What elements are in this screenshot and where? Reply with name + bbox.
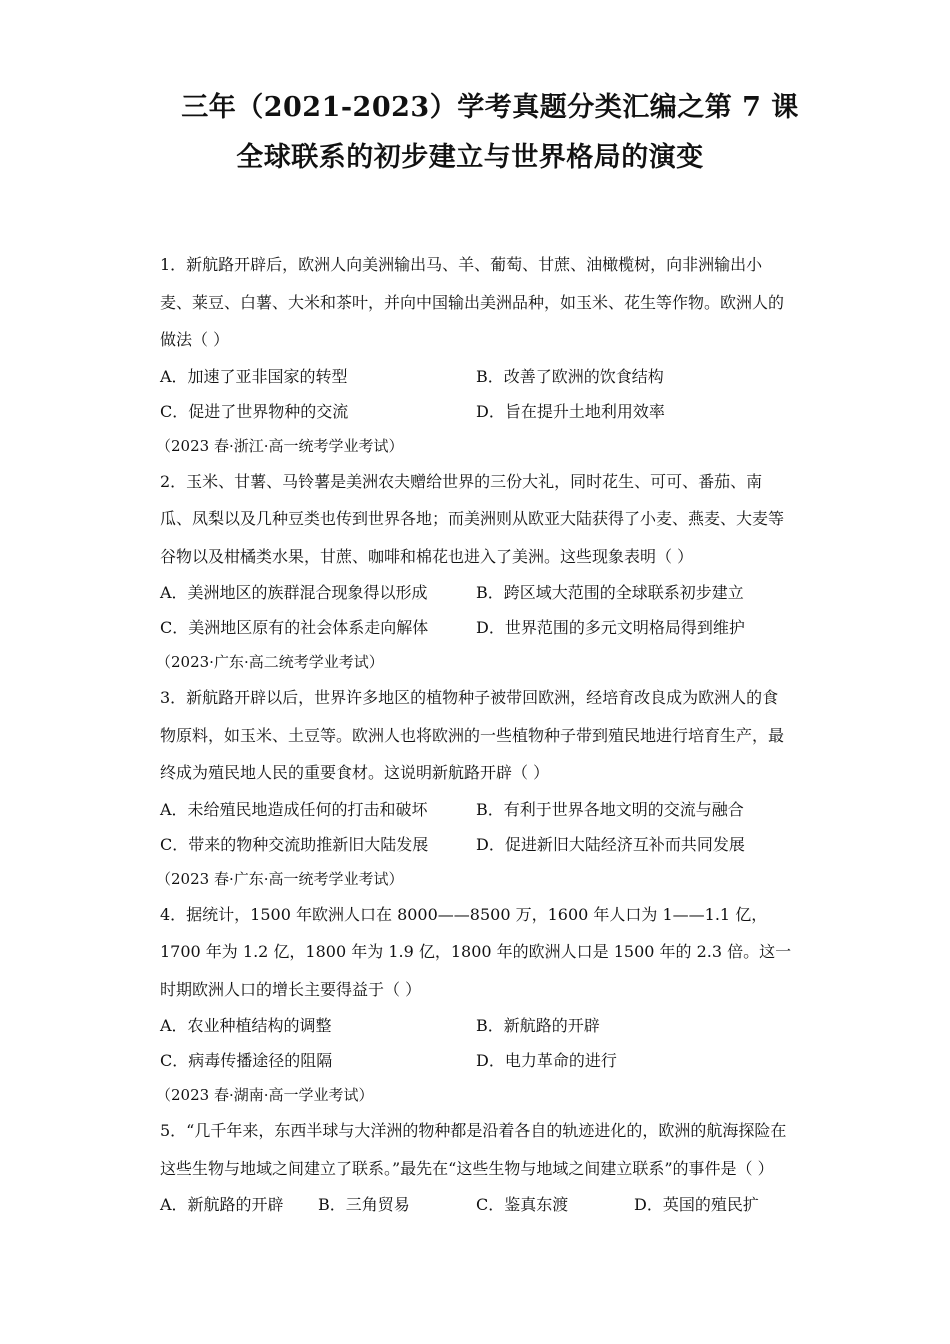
option-c: C．病毒传播途径的阻隔 xyxy=(160,1051,333,1070)
option-d: D．世界范围的多元文明格局得到维护 xyxy=(476,618,745,637)
option-b: B．新航路的开辟 xyxy=(476,1016,600,1035)
option-b: B．三角贸易 xyxy=(318,1195,410,1214)
option-a: A．新航路的开辟 xyxy=(160,1195,284,1214)
options xyxy=(160,1187,792,1222)
options xyxy=(160,359,792,429)
question-source: （2023 春·湖南·高一学业考试） xyxy=(156,1086,374,1104)
option-d: D．电力革命的进行 xyxy=(476,1051,617,1070)
question-source: （2023 春·广东·高一统考学业考试） xyxy=(156,869,404,888)
option-c: C．美洲地区原有的社会体系走向解体 xyxy=(160,618,429,637)
question-4 xyxy=(156,896,792,1113)
question-2 xyxy=(156,463,792,680)
doc-title-line2: 全球联系的初步建立与世界格局的演变 xyxy=(236,142,704,173)
question-3 xyxy=(156,679,792,896)
option-d: D．旨在提升土地利用效率 xyxy=(476,401,665,421)
option-b: B．有利于世界各地文明的交流与融合 xyxy=(476,799,744,819)
option-d: D．英国的殖民扩 xyxy=(634,1195,759,1214)
option-a: A．农业种植结构的调整 xyxy=(160,1016,332,1035)
question-source: （2023 春·浙江·高一统考学业考试） xyxy=(156,436,404,455)
option-a: A．加速了亚非国家的转型 xyxy=(160,366,348,386)
question-stem: 1．新航路开辟后，欧洲人向美洲输出马、羊、葡萄、甘蔗、油橄榄树，向非洲输出小麦、莱豆、白薯、大米和茶叶，并向中国输出美洲品种，如玉米、花生等作物。欧洲人的做法（ ） xyxy=(160,255,785,349)
option-b: B．跨区域大范围的全球联系初步建立 xyxy=(476,583,744,602)
options xyxy=(160,792,792,862)
question-stem: 5．“几千年来，东西半球与大洋洲的物种都是沿着各自的轨迹进化的，欧洲的航海探险在这些生物与地域之间建立了联系。”最先在“这些生物与地域之间建立联系”的事件是（ ） xyxy=(160,1121,787,1178)
question-source: （2023·广东·高二统考学业考试） xyxy=(156,653,384,671)
option-a: A．未给殖民地造成任何的打击和破坏 xyxy=(160,799,428,819)
option-a: A．美洲地区的族群混合现象得以形成 xyxy=(160,583,428,602)
option-c: C．带来的物种交流助推新旧大陆发展 xyxy=(160,834,429,854)
question-5 xyxy=(160,1112,792,1222)
option-b: B．改善了欧洲的饮食结构 xyxy=(476,366,664,386)
option-c: C．鉴真东渡 xyxy=(476,1195,569,1214)
question-list xyxy=(156,246,792,1222)
options xyxy=(160,575,792,645)
question-1 xyxy=(156,246,792,463)
option-c: C．促进了世界物种的交流 xyxy=(160,401,349,421)
doc-title-line1: 三年（2021-2023）学考真题分类汇编之第 7 课 xyxy=(181,92,799,123)
question-stem: 2．玉米、甘薯、马铃薯是美洲农夫赠给世界的三份大礼，同时花生、可可、番茄、南瓜、凤梨以及几种豆类也传到世界各地；而美洲则从欧亚大陆获得了小麦、燕麦、大麦等谷物以及柑橘类水果，甘蔗、咖啡和棉花也进入了美洲。这些现象表明（ ） xyxy=(160,471,785,566)
options xyxy=(160,1008,792,1078)
option-d: D．促进新旧大陆经济互补而共同发展 xyxy=(476,834,745,854)
question-stem: 3．新航路开辟以后，世界许多地区的植物种子被带回欧洲，经培育改良成为欧洲人的食物原料，如玉米、土豆等。欧洲人也将欧洲的一些植物种子带到殖民地进行培育生产，最终成为殖民地人民的重要食材。这说明新航路开辟（ ） xyxy=(160,688,785,782)
question-stem: 4．据统计，1500 年欧洲人口在 8000——8500 万，1600 年人口为 1——1.1 亿，1700 年为 1.2 亿，1800 年为 1.9 亿，1800 年的欧洲人口是 1500 年的 2.3 倍。这一时期欧洲人口的增长主要得益于（ ） xyxy=(160,904,792,999)
